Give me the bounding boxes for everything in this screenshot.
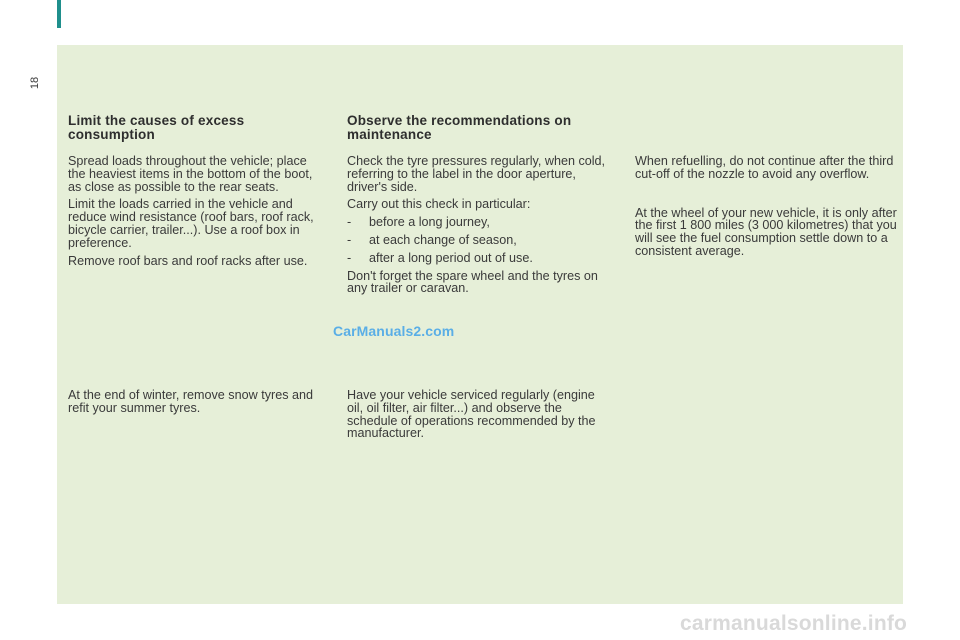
middle-column xyxy=(347,114,615,300)
list-item xyxy=(347,252,615,265)
bullet-dash: - xyxy=(347,250,352,265)
right-column xyxy=(635,155,899,263)
paragraph-refuelling: When refuelling, do not continue after the third cut-off of the nozzle to avoid any overflow. xyxy=(635,154,894,181)
page-accent-bar xyxy=(57,0,61,28)
heading-excess-consumption: Limit the causes of excess consumption xyxy=(68,113,245,142)
footer-site-watermark: carmanualsonline.info xyxy=(680,612,908,635)
paragraph-remove-roof-bars: Remove roof bars and roof racks after use. xyxy=(68,253,308,268)
content-panel xyxy=(57,45,903,604)
middle-lower-block xyxy=(347,389,609,445)
paragraph-spare-wheel: Don't forget the spare wheel and the tyres on any trailer or caravan. xyxy=(347,268,598,296)
bullet-text: before a long journey, xyxy=(369,215,490,230)
paragraph-winter-tyres: At the end of winter, remove snow tyres and refit your summer tyres. xyxy=(68,388,314,415)
left-column xyxy=(68,114,318,272)
bullet-text: at each change of season, xyxy=(369,232,517,247)
paragraph-tyre-pressures: Check the tyre pressures regularly, when cold, referring to the label in the door aperture, driver's side. xyxy=(347,154,606,194)
paragraph-new-vehicle: At the wheel of your new vehicle, it is only after the first 1 800 miles (3 000 kilometres) that you will see the fuel consumption settle down to a consistent average. xyxy=(635,205,897,258)
list-item xyxy=(347,234,615,247)
bullet-text: after a long period out of use. xyxy=(369,250,533,265)
paragraph-limit-loads: Limit the loads carried in the vehicle and reduce wind resistance (roof bars, roof rack, bicycle carrier, trailer...). Use a roof box in preference. xyxy=(68,197,314,250)
paragraph-servicing: Have your vehicle serviced regularly (engine oil, oil filter, air filter...) and observe the schedule of operations recommended by the manufacturer. xyxy=(347,388,596,441)
page-number: 18 xyxy=(29,76,41,90)
bullet-dash: - xyxy=(347,215,352,230)
watermark-text: CarManuals2.com xyxy=(333,323,455,339)
left-lower-block xyxy=(68,389,318,420)
paragraph-spread-loads: Spread loads throughout the vehicle; place the heaviest items in the bottom of the boot, as close as possible to the rear seats. xyxy=(68,154,313,194)
heading-maintenance: Observe the recommendations on maintenance xyxy=(347,113,572,142)
paragraph-check-lead: Carry out this check in particular: xyxy=(347,197,531,212)
bullet-dash: - xyxy=(347,232,352,247)
list-item xyxy=(347,216,615,229)
